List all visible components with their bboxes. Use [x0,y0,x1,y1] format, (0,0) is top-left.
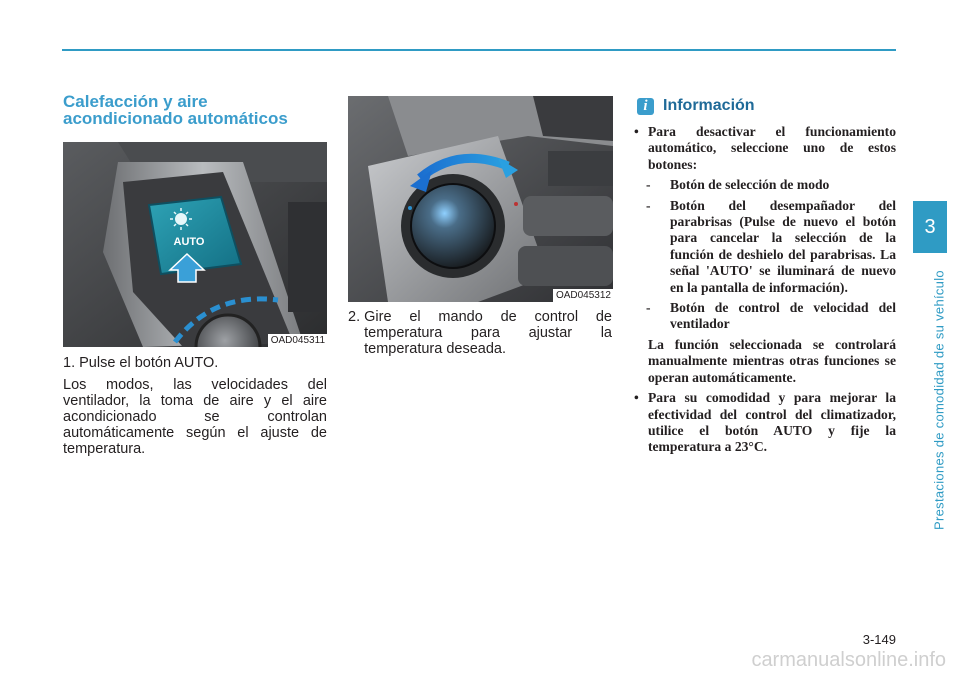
watermark: carmanualsonline.info [751,649,946,671]
info-title: Información [663,97,755,114]
info-sub-2-text: Botón del desempañador del parabrisas (Pulse de nuevo el botón para cancelar la selección de la función de deshielo del parabrisas. La señal 'AUTO' se iluminará de nuevo en la pantalla de información). [670,197,896,295]
info-sub-1: - Botón de selección de modo [646,177,830,193]
info-list [634,124,896,460]
section-title [63,93,333,127]
auto-button-photo [63,142,327,347]
top-rule [62,49,896,51]
info-sub-2: - Botón del desempañador del parabrisas (Pulse de nuevo el botón para cancelar la selección de la función de deshielo del parabrisas. La señal 'AUTO' se iluminará de nuevo en la pantalla de información). [646,197,896,295]
step1-paragraph: Los modos, las velocidades del ventilador, la toma de aire y el aire acondicionado se controlan automáticamente según el ajuste de temperatura. [63,377,327,457]
step2-number: 2. [348,309,361,325]
figure-temperature-knob [348,96,613,302]
step2-block [348,309,612,357]
figure-auto-button [63,142,327,347]
page-number: 3-149 [862,632,896,647]
info-icon: i [637,98,654,115]
info-header [637,97,755,115]
step1-block [63,355,327,463]
info-sub-3: - Botón de control de velocidad del ventilador [646,300,896,332]
info-sub-1-text: Botón de selección de modo [670,177,830,193]
figure2-code: OAD045312 [553,289,613,302]
step1 [63,355,327,371]
info-bullet-2: • Para su comodidad y para mejorar la efectividad del control del climatizador, utilice el botón AUTO y fije la temperatura a 23°C. [634,390,896,455]
auto-label: AUTO [173,236,205,248]
section-title-line2: acondicionado automáticos [63,109,288,128]
step1-text: Pulse el botón AUTO. [79,355,219,371]
info-bullet-1-text: Para desactivar el funcionamiento automático, seleccione uno de estos botones: [648,124,896,172]
figure1-code: OAD045311 [268,334,327,347]
temperature-knob-photo [348,96,613,302]
info-bullet-1: • Para desactivar el funcionamiento automático, seleccione uno de estos botones: [634,124,896,172]
section-title-line1: Calefacción y aire [63,92,208,111]
info-note: La función seleccionada se controlará manualmente mientras otras funciones se operan automáticamente. [648,336,896,385]
step1-number: 1. [63,355,76,371]
step2-text: Gire el mando de control de temperatura para ajustar la temperatura deseada. [364,309,612,357]
chapter-title: Prestaciones de comodidad de su vehículo [931,270,947,530]
info-bullet-2-text: Para su comodidad y para mejorar la efectividad del control del climatizador, utilice el botón AUTO y fije la temperatura a 23°C. [648,390,896,455]
info-sub-3-text: Botón de control de velocidad del ventilador [670,300,896,332]
step2 [348,309,612,357]
chapter-tab: 3 [913,201,947,253]
